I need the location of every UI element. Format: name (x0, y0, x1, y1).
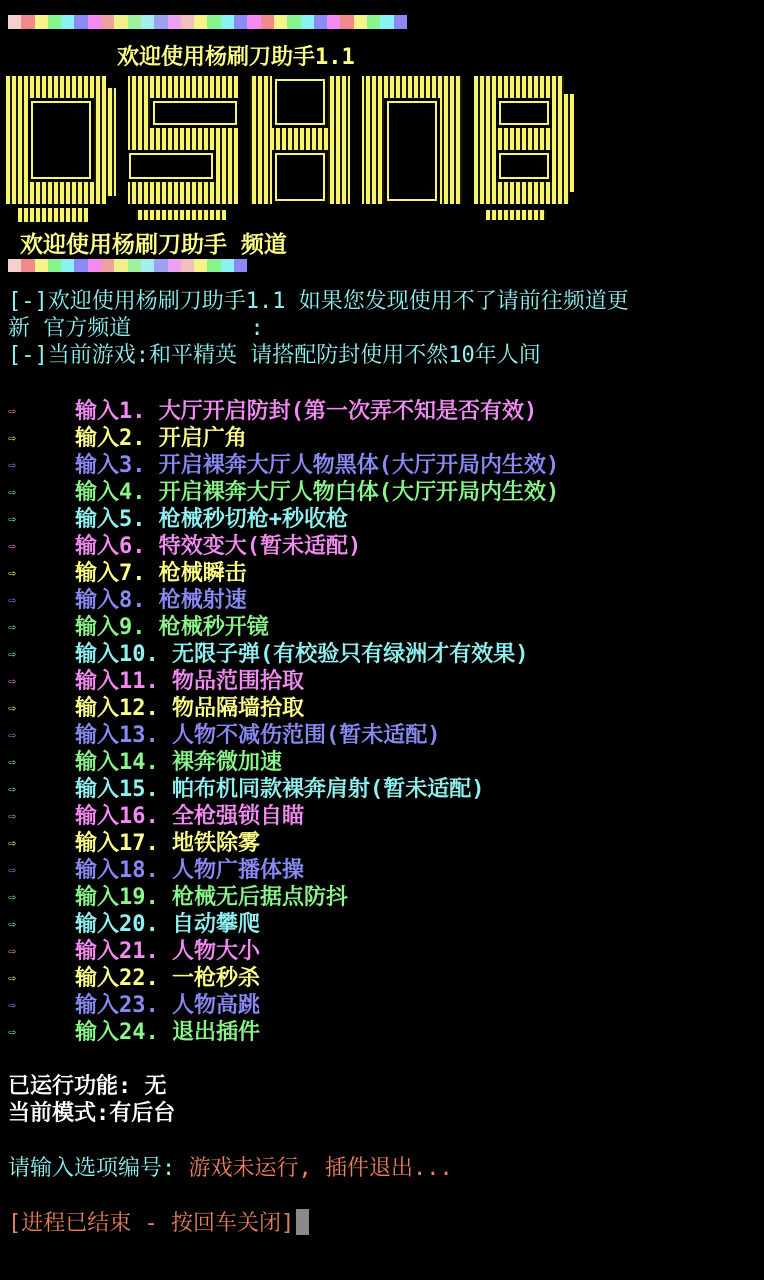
menu-option-label: 输入5. 枪械秒切枪+秒收枪 (75, 507, 348, 532)
menu-option-24 (8, 1017, 260, 1045)
menu-option-17 (8, 828, 260, 856)
arrow-right-icon: ⇨ (8, 538, 16, 554)
menu-option-7 (8, 558, 247, 586)
rainbow-segment (101, 259, 114, 272)
rainbow-segment (181, 15, 194, 29)
rainbow-segment (354, 15, 367, 29)
rainbow-segment (194, 15, 207, 29)
rainbow-segment (8, 259, 21, 272)
rainbow-segment (234, 15, 247, 29)
rainbow-segment (221, 15, 234, 29)
rainbow-segment (48, 259, 61, 272)
arrow-right-icon: ⇨ (8, 862, 16, 878)
arrow-right-icon: ⇨ (8, 511, 16, 527)
current-mode: 当前模式:有后台 (8, 1101, 176, 1126)
input-prompt[interactable] (8, 1155, 453, 1182)
menu-option-label: 输入2. 开启广角 (75, 426, 247, 451)
rainbow-segment (154, 259, 167, 272)
menu-option-10 (8, 639, 529, 667)
arrow-right-icon: ⇨ (8, 430, 16, 446)
menu-option-1 (8, 396, 538, 424)
menu-option-label: 输入23. 人物高跳 (75, 993, 260, 1018)
rainbow-segment (114, 15, 127, 29)
menu-option-5 (8, 504, 348, 532)
menu-option-label: 输入17. 地铁除雾 (75, 831, 260, 856)
rainbow-segment (114, 259, 127, 272)
arrow-right-icon: ⇨ (8, 646, 16, 662)
arrow-right-icon: ⇨ (8, 997, 16, 1013)
menu-option-label: 输入18. 人物广播体操 (75, 858, 304, 883)
rainbow-segment (61, 259, 74, 272)
menu-option-9 (8, 612, 269, 640)
rainbow-bar-bottom (8, 259, 247, 272)
rainbow-segment (101, 15, 114, 29)
prompt-message: 游戏未运行, 插件退出... (188, 1156, 453, 1181)
rainbow-segment (168, 259, 181, 272)
rainbow-segment (301, 15, 314, 29)
menu-option-label: 输入20. 自动攀爬 (75, 912, 260, 937)
arrow-right-icon: ⇨ (8, 835, 16, 851)
arrow-right-icon: ⇨ (8, 970, 16, 986)
arrow-right-icon: ⇨ (8, 754, 16, 770)
terminal-cursor (296, 1209, 309, 1235)
welcome-title-top: 欢迎使用杨刷刀助手1.1 (117, 45, 355, 70)
arrow-right-icon: ⇨ (8, 565, 16, 581)
info-line-1: [-]欢迎使用杨刷刀助手1.1 如果您发现使用不了请前往频道更 (8, 289, 629, 314)
menu-option-23 (8, 990, 260, 1018)
menu-option-label: 输入14. 裸奔微加速 (75, 750, 282, 775)
info-line-2: 新 官方频道 : (8, 316, 264, 341)
rainbow-segment (340, 15, 353, 29)
rainbow-segment (314, 15, 327, 29)
rainbow-segment (74, 15, 87, 29)
menu-option-22 (8, 963, 260, 991)
menu-option-20 (8, 909, 260, 937)
arrow-right-icon: ⇨ (8, 457, 16, 473)
arrow-right-icon: ⇨ (8, 943, 16, 959)
arrow-right-icon: ⇨ (8, 484, 16, 500)
arrow-right-icon: ⇨ (8, 1024, 16, 1040)
menu-option-label: 输入19. 枪械无后据点防抖 (75, 885, 348, 910)
rainbow-segment (380, 15, 393, 29)
menu-option-13 (8, 720, 441, 748)
rainbow-segment (88, 15, 101, 29)
menu-option-label: 输入11. 物品范围拾取 (75, 669, 304, 694)
rainbow-segment (141, 15, 154, 29)
rainbow-segment (327, 15, 340, 29)
arrow-right-icon: ⇨ (8, 781, 16, 797)
rainbow-segment (128, 259, 141, 272)
rainbow-segment (35, 259, 48, 272)
rainbow-segment (207, 15, 220, 29)
menu-option-label: 输入9. 枪械秒开镜 (75, 615, 269, 640)
menu-option-label: 输入16. 全枪强锁自瞄 (75, 804, 304, 829)
menu-option-12 (8, 693, 304, 721)
menu-option-label: 输入4. 开启裸奔大厅人物白体(大厅开局内生效) (75, 480, 560, 505)
menu-option-label: 输入24. 退出插件 (75, 1020, 260, 1045)
rainbow-segment (154, 15, 167, 29)
process-ended-text: [进程已结束 - 按回车关闭] (8, 1211, 295, 1236)
menu-option-label: 输入10. 无限子弹(有校验只有绿洲才有效果) (75, 642, 529, 667)
rainbow-segment (394, 15, 407, 29)
menu-option-2 (8, 423, 247, 451)
rainbow-segment (21, 15, 34, 29)
arrow-right-icon: ⇨ (8, 619, 16, 635)
menu-option-11 (8, 666, 304, 694)
menu-option-label: 输入3. 开启裸奔大厅人物黑体(大厅开局内生效) (75, 453, 560, 478)
arrow-right-icon: ⇨ (8, 916, 16, 932)
rainbow-segment (247, 15, 260, 29)
menu-option-label: 输入22. 一枪秒杀 (75, 966, 260, 991)
prompt-label: 请输入选项编号: (8, 1156, 189, 1181)
rainbow-segment (35, 15, 48, 29)
rainbow-segment (181, 259, 194, 272)
rainbow-segment (128, 15, 141, 29)
menu-option-label: 输入7. 枪械瞬击 (75, 561, 247, 586)
arrow-right-icon: ⇨ (8, 889, 16, 905)
menu-option-label: 输入8. 枪械射速 (75, 588, 247, 613)
info-line-3: [-]当前游戏:和平精英 请搭配防封使用不然10年人间 (8, 343, 541, 368)
menu-option-label: 输入12. 物品隔墙拾取 (75, 696, 304, 721)
rainbow-segment (261, 15, 274, 29)
menu-option-label: 输入1. 大厅开启防封(第一次弄不知是否有效) (75, 399, 538, 424)
rainbow-segment (48, 15, 61, 29)
ascii-banner-logo (6, 70, 586, 232)
menu-option-6 (8, 531, 362, 559)
menu-option-19 (8, 882, 348, 910)
rainbow-segment (274, 15, 287, 29)
arrow-right-icon: ⇨ (8, 673, 16, 689)
menu-option-label: 输入15. 帕布机同款裸奔肩射(暂未适配) (75, 777, 485, 802)
rainbow-segment (141, 259, 154, 272)
rainbow-segment (207, 259, 220, 272)
menu-option-16 (8, 801, 304, 829)
rainbow-segment (61, 15, 74, 29)
menu-option-14 (8, 747, 282, 775)
rainbow-segment (8, 15, 21, 29)
rainbow-segment (168, 15, 181, 29)
menu-option-8 (8, 585, 247, 613)
menu-option-label: 输入13. 人物不减伤范围(暂未适配) (75, 723, 441, 748)
arrow-right-icon: ⇨ (8, 727, 16, 743)
process-ended-line[interactable] (8, 1209, 309, 1237)
menu-option-4 (8, 477, 560, 505)
rainbow-segment (88, 259, 101, 272)
rainbow-segment (21, 259, 34, 272)
welcome-channel: 欢迎使用杨刷刀助手 频道 (20, 232, 287, 258)
rainbow-segment (221, 259, 234, 272)
rainbow-segment (74, 259, 87, 272)
arrow-right-icon: ⇨ (8, 808, 16, 824)
menu-option-21 (8, 936, 260, 964)
rainbow-segment (234, 259, 247, 272)
rainbow-segment (367, 15, 380, 29)
arrow-right-icon: ⇨ (8, 700, 16, 716)
menu-option-15 (8, 774, 485, 802)
rainbow-segment (287, 15, 300, 29)
arrow-right-icon: ⇨ (8, 403, 16, 419)
menu-option-18 (8, 855, 304, 883)
arrow-right-icon: ⇨ (8, 592, 16, 608)
menu-option-label: 输入6. 特效变大(暂未适配) (75, 534, 362, 559)
running-features: 已运行功能: 无 (8, 1074, 167, 1099)
rainbow-segment (194, 259, 207, 272)
menu-option-label: 输入21. 人物大小 (75, 939, 260, 964)
menu-option-3 (8, 450, 560, 478)
rainbow-bar-top (8, 15, 407, 29)
